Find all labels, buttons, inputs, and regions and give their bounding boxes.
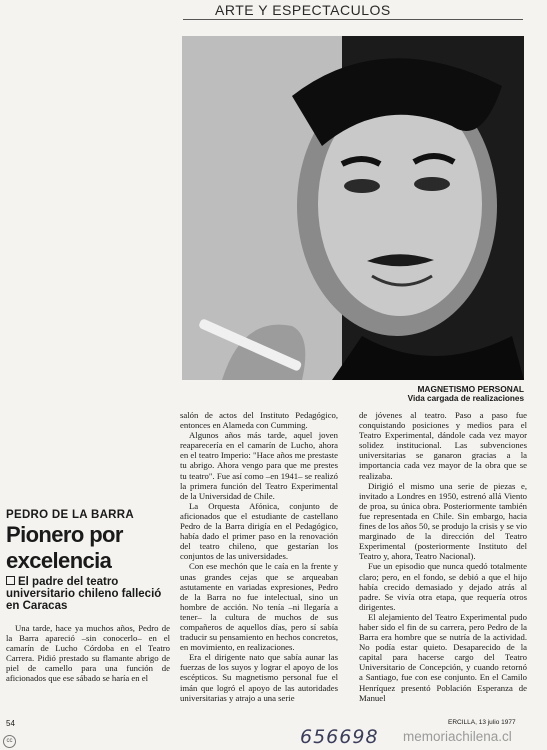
handwritten-catalog-number: 656698 bbox=[300, 726, 379, 748]
paragraph: Una tarde, hace ya muchos años, Pedro de la Barra apareció –sin conocerlo– en el camarín de Lucho Córdoba en el Teatro Carrera. Pidió prestado su flamante abrigo de piel de camello para una función de aficionados que ese sábado se haría en el bbox=[6, 623, 170, 684]
article-kicker: PEDRO DE LA BARRA bbox=[6, 509, 134, 521]
paragraph: Con ese mechón que le caía en la frente y unas grandes cejas que se arqueaban astutamente en variadas expresiones, Pedro de la Barra no fue intelectual, sino un hombre de acción. No tenía –ni llegaría a tener– la cultura de muchos de sus compañeros de aquellos días, pero sí sabía traducir su pensamiento en hechos concretos, en movimiento, en realizaciones. bbox=[180, 561, 338, 653]
portrait-photo bbox=[182, 36, 524, 380]
creative-commons-icon: cc bbox=[3, 735, 16, 748]
paragraph: La Orquesta Afónica, conjunto de aficionados que el estudiante de castellano Pedro de la Barra dirigía en el Pedagógico, había dado el primer paso en la renovación del teatro chileno, que gestarían los conjuntos de las universidades. bbox=[180, 500, 338, 562]
article-headline: Pionero por excelencia bbox=[6, 522, 123, 573]
paragraph: Dirigió el mismo una serie de piezas e, invitado a Londres en 1950, estrenó allá Viento de proa, su única obra. Posteriormente también fue representada en Chile. Sin embargo, hacia fines de los años 50, se produjo la crisis y se vio marginado de la dirección del Teatro Experimental (posteriormente Instituto del Teatro y, ahora, Teatro Nacional). bbox=[359, 480, 527, 562]
article-subhead bbox=[6, 576, 172, 612]
portrait-photo-illustration bbox=[182, 36, 524, 380]
watermark: memoriachilena.cl bbox=[403, 729, 512, 744]
paragraph: Era el dirigente nato que sabía aunar las fuerzas de los suyos y lograr el apoyo de los escépticos. Su magnetismo personal fue el imán que logró el apoyo de las autoridades universitarias y atrajo a una serie bbox=[180, 652, 338, 703]
paragraph: salón de actos del Instituto Pedagógico, entonces en Alameda con Cumming. bbox=[180, 410, 338, 431]
paragraph: El alejamiento del Teatro Experimental pudo haber sido el fin de su carrera, pero Pedro de la Barra era hombre que se nutría de la actividad. No podía estar quieto. Desaparecido de la capital para hacerse cargo del Teatro Universitario de Concepción, y cuando retornó a Santiago, fue con ese conjunto. En el Camilo Henríquez presentó Población Esperanza de Manuel bbox=[359, 611, 527, 703]
article-column-2 bbox=[180, 410, 338, 740]
photo-caption-subtitle: Vida cargada de realizaciones bbox=[407, 394, 524, 403]
paragraph: Algunos años más tarde, aquel joven reaparecería en el camarín de Lucho, ahora en el teatro Imperio: "Hace años me prestaste tu abrigo. Ahora vengo para que me prestes tu teatro". Fue así como –en 1941– se realizó la primera función del Teatro Experimental de la Universidad de Chile. bbox=[180, 430, 338, 501]
article-column-1 bbox=[6, 623, 170, 740]
magazine-issue: ERCILLA, 13 julio 1977 bbox=[448, 719, 516, 726]
page-number: 54 bbox=[6, 719, 15, 728]
article-column-3 bbox=[359, 410, 527, 740]
article-subhead-text: El padre del teatro universitario chileno falleció en Caracas bbox=[6, 576, 162, 612]
photo-caption-title: MAGNETISMO PERSONAL bbox=[417, 384, 524, 394]
paragraph: de jóvenes al teatro. Paso a paso fue conquistando posiciones y medios para el Teatro Experimental, dándole cada vez mayor solidez institucional. Las subvenciones universitarias se ganaron gracias a la importancia cada vez mayor de la obra que se realizaba. bbox=[359, 410, 527, 481]
section-header: ARTE Y ESPECTACULOS bbox=[183, 2, 523, 20]
paragraph: Fue un episodio que nunca quedó totalmente claro; pero, en el fondo, se debió a que el hijo había crecido demasiado y dejado atrás al padre. Se vivía otra etapa, que requería otros dirigentes. bbox=[359, 561, 527, 612]
checkbox-bullet-icon bbox=[6, 576, 15, 585]
